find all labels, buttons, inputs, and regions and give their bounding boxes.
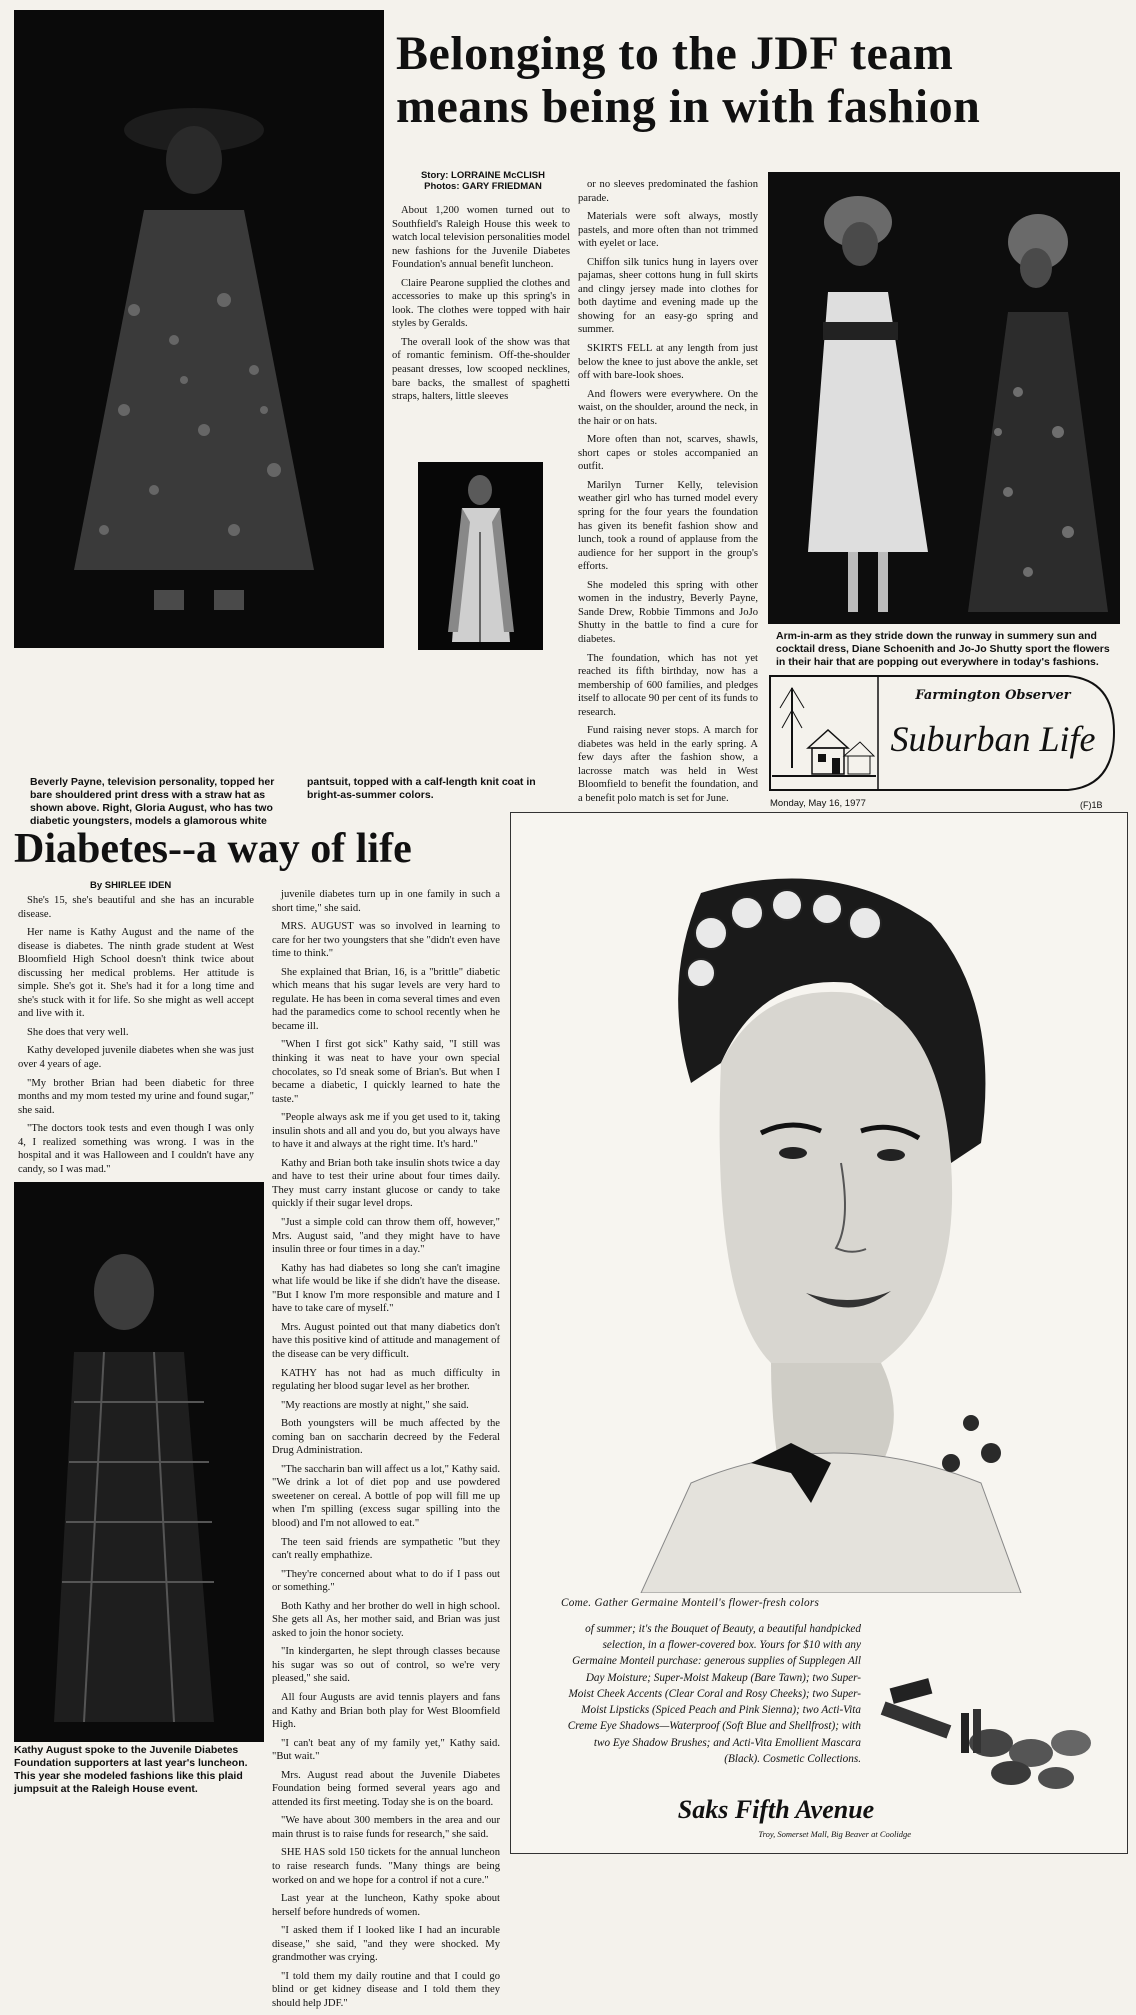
photo-runway-models <box>768 172 1120 624</box>
paragraph: "I asked them if I looked like I had an incurable disease," she said, "and they were shocked. My grandmother was crying. <box>272 1925 500 1964</box>
photo-gloria-august-image <box>418 462 543 650</box>
paragraph: Mrs. August pointed out that many diabetics don't have this positive kind of attitude and management of the disease can be very difficult. <box>272 1321 500 1360</box>
paragraph: Her name is Kathy August and the name of the disease is diabetes. The ninth grade student at West Bloomfield High School doesn't think twice about discussing her medical problems. Her attitude is simple. She's got it. She's had it for a long time and she's stuck with it for life. So she might as well accept and live with it. <box>18 927 254 1020</box>
paragraph: She does that very well. <box>27 1026 129 1038</box>
ad-model-photo <box>551 863 1091 1593</box>
diabetes-col2 <box>272 888 500 2015</box>
paragraph: SHE HAS sold 150 tickets for the annual luncheon to raise research funds. "Many things are being worked on and we hope for a control if not a cure." <box>272 1847 500 1886</box>
paragraph: "My reactions are mostly at night," she said. <box>281 1399 469 1411</box>
masthead-illustration <box>772 678 876 788</box>
photo-kathy-august-image <box>14 1182 264 1742</box>
byline-story: Story: LORRAINE McCLISH <box>420 170 546 181</box>
paragraph: "When I first got sick" Kathy said, "I still was thinking it was neat to have your own special chocolates, so I'd sneak some of Brian's. But when I became a diabetic, I quickly learned to hate the taste." <box>272 1039 500 1105</box>
paragraph: "People always ask me if you get used to it, taking insulin shots and all and you do, but you always have to have it and always at the right time. It's hard." <box>272 1112 500 1151</box>
paragraph: SKIRTS FELL at any length from just below the knee to just above the ankle, set off with bare-look shoes. <box>578 343 758 382</box>
photo-kathy-august <box>14 1182 264 1742</box>
paragraph: The overall look of the show was that of romantic feminism. Off-the-shoulder peasant dresses, low scooped necklines, bare backs, the smallest of spaghetti straps, halters, little sleeves <box>392 336 570 403</box>
ad-headline: Come. Gather Germaine Monteil's flower-fresh colors <box>561 1597 820 1609</box>
paragraph: juvenile diabetes turn up in one family in such a short time," she said. <box>272 889 500 914</box>
caption-kathy-august: Kathy August spoke to the Juvenile Diabetes Foundation supporters at last year's luncheon. This year she modeled fashions like this plaid jumpsuit at the Raleigh House event. <box>14 1744 248 1796</box>
paragraph: Marilyn Turner Kelly, television weather girl who has turned model every spring for the four years the foundation has given its benefit fashion show and lunch, took a round of applause from the audience for her support in the group's efforts. <box>578 479 758 573</box>
ad-store-locations: Troy, Somerset Mall, Big Beaver at Coolidge <box>758 1829 911 1839</box>
ad-products-photo <box>871 1673 1111 1793</box>
masthead <box>768 674 1116 792</box>
paragraph: KATHY has not had as much difficulty in regulating her blood sugar level as her brother. <box>272 1367 500 1393</box>
saks-ad <box>510 812 1128 1854</box>
top-headline <box>396 28 1126 134</box>
diabetes-headline: Diabetes--a way of life <box>14 826 412 872</box>
paragraph: Last year at the luncheon, Kathy spoke about herself before hundreds of women. <box>272 1893 500 1918</box>
paragraph: She's 15, she's beautiful and she has an incurable disease. <box>18 895 254 920</box>
masthead-page: (F)1B <box>1080 800 1103 810</box>
top-byline <box>398 170 568 193</box>
paragraph: Fund raising never stops. A march for diabetes was held in the early spring. A few days after the fashion show, a lacrosse match was held in West Bloomfield to benefit the foundation, and a benefit polo match is set for June. <box>578 725 758 804</box>
caption-beverly-payne: Beverly Payne, television personality, topped her bare shouldered print dress with a straw hat as shown above. Right, Gloria August, who has two diabetic youngsters, models a glamorous white pantsuit, topped with a calf-length knit coat in bright-as-summer colors. <box>30 776 536 828</box>
paragraph: About 1,200 women turned out to Southfield's Raleigh House this week to watch local television personalities model new fashions for the Juvenile Diabetes Foundation's annual benefit luncheon. <box>392 205 570 271</box>
paragraph: The teen said friends are sympathetic "but they can't really emphathize. <box>272 1536 500 1562</box>
paragraph: MRS. AUGUST was so involved in learning to care for her two youngsters that she "didn't even have time to think." <box>272 921 500 960</box>
paragraph: She modeled this spring with other women in the industry, Beverly Payne, Sande Drew, Robbie Timmons and JoJo Shutty in the battle to find a cure for diabetes. <box>578 579 758 645</box>
paragraph: "We have about 300 members in the area and our main thrust is to raise funds for research," she said. <box>272 1815 500 1840</box>
top-story-col1 <box>392 204 570 409</box>
ad-body: of summer; it's the Bouquet of Beauty, a beautiful handpicked selection, in a flower-covered box. Yours for $10 with any Germaine Monteil purchase: generous supplies of Supplegen All Day Moisture; Super-Moist Makeup (Bare Tawn); two Super-Moist Cheek Accents (Clear Coral and Rosy Cheeks); two Super-Moist Lipsticks (Spiced Peach and Pink Sienna); two Acti-Vita Creme Eye Shadows—Waterproof (Soft Blue and Shellfrost); with two Eye Shadow Brushes; and Acti-Vita Emollient Mascara (Black). Cosmetic Collections. <box>567 1623 861 1765</box>
paragraph: More often than not, scarves, shawls, short capes or stoles accompanied an outfit. <box>578 434 758 473</box>
ad-model-image <box>551 863 1091 1593</box>
paragraph: "The saccharin ban will affect us a lot," Kathy said. "We drink a lot of diet pop and use powdered sweetener on cereal. A bottle of pop will fill me up when I'm spilling (excess sugar spilling into the blood) and I'm not allowed to eat." <box>272 1463 500 1529</box>
paragraph: Kathy has had diabetes so long she can't imagine what life would be like if she didn't have the disease. "But I know I'm more responsible and mature and I have to take care of myself." <box>272 1262 500 1315</box>
houses-icon <box>772 678 876 788</box>
paragraph: "I can't beat any of my family yet," Kathy said. "But wait." <box>272 1737 500 1763</box>
paragraph: Mrs. August read about the Juvenile Diabetes Foundation being formed several years ago and attended its first meeting. Today she is on the board. <box>272 1769 500 1808</box>
paragraph: Both youngsters will be much affected by the coming ban on saccharin decreed by the Federal Drug Administration. <box>272 1418 500 1457</box>
top-headline-line1: Belonging to the JDF team <box>396 27 954 80</box>
paragraph: "I told them my daily routine and that I could go blind or get kidney disease and I told them they should help JDF." <box>272 1970 500 2009</box>
masthead-section: Suburban Life <box>890 719 1096 759</box>
byline-photos: Photos: GARY FRIEDMAN <box>424 181 542 193</box>
masthead-paper-name: Farmington Observer <box>915 688 1071 703</box>
paragraph: or no sleeves predominated the fashion parade. <box>578 179 758 204</box>
paragraph: "In kindergarten, he slept through classes because his sugar was so out of control, so we're very pleased," she said. <box>272 1646 500 1685</box>
ad-store-logo: Saks Fifth Avenue <box>677 1795 875 1824</box>
paragraph: She explained that Brian, 16, is a "brittle" diabetic which means that his sugar levels are very hard to regulate. He has been in coma several times and even had the paramedics come to school recently when he became ill. <box>272 966 500 1032</box>
masthead-date: Monday, May 16, 1977 <box>770 798 866 809</box>
paragraph: Claire Pearone supplied the clothes and accessories to make up this spring's in look. The clothes were topped with hair styles by Geralds. <box>392 277 570 330</box>
cosmetics-box-image <box>871 1673 1111 1793</box>
paragraph: Both Kathy and her brother do well in high school. She gets all As, her mother said, and Brian was just asked to join the honor society. <box>272 1600 500 1639</box>
photo-beverly-payne <box>14 10 384 648</box>
caption-runway: Arm-in-arm as they stride down the runway in summery sun and cocktail dress, Diane Schoenith and Jo-Jo Shutty sport the flowers in their hair that are popping out everywhere in today's fashions. <box>776 630 1110 669</box>
paragraph: All four Augusts are avid tennis players and fans and Kathy and Brian both play for West Bloomfield High. <box>272 1691 500 1731</box>
paragraph: Chiffon silk tunics hung in layers over pajamas, sheer cottons hung in full skirts and clingy jersey made into clothes for both daytime and evening made up the showing for an easy-go spring and summer. <box>578 256 758 336</box>
photo-gloria-august <box>418 462 543 650</box>
diabetes-byline: By SHIRLEE IDEN <box>90 880 172 891</box>
paragraph: "My brother Brian had been diabetic for three months and my mom tested my urine and found sugar," she said. <box>18 1077 254 1116</box>
paragraph: Kathy and Brian both take insulin shots twice a day and have to test their urine about four times daily. They must carry instant glucose or candy to take quickly if their sugar level drops. <box>272 1157 500 1210</box>
paragraph: The foundation, which has not yet reached its fifth birthday, now has a membership of 600 families, and pledges itself to allocate 90 per cent of its funds to research. <box>578 652 758 718</box>
paragraph: And flowers were everywhere. On the waist, on the shoulder, around the neck, in the hair or on hats. <box>578 388 758 427</box>
paragraph: "The doctors took tests and even though I was only 4, I realized something was wrong. I was in the hospital and it was Halloween and I couldn't have any candy, so I was mad." <box>18 1123 254 1175</box>
photo-beverly-payne-image <box>14 10 384 648</box>
paragraph: Materials were soft always, mostly pastels, and more often than not trimmed with eyelet or lace. <box>578 211 758 250</box>
paragraph: "Just a simple cold can throw them off, however," Mrs. August said, "and they might have to have insulin three or four times in a day." <box>272 1217 500 1256</box>
paragraph: "They're concerned about what to do if I pass out or something." <box>272 1568 500 1594</box>
top-headline-line2: means being in with fashion <box>396 79 981 133</box>
top-story-col2 <box>578 178 758 897</box>
paragraph: Kathy developed juvenile diabetes when she was just over 4 years of age. <box>18 1045 254 1071</box>
photo-runway-models-image <box>768 172 1120 624</box>
